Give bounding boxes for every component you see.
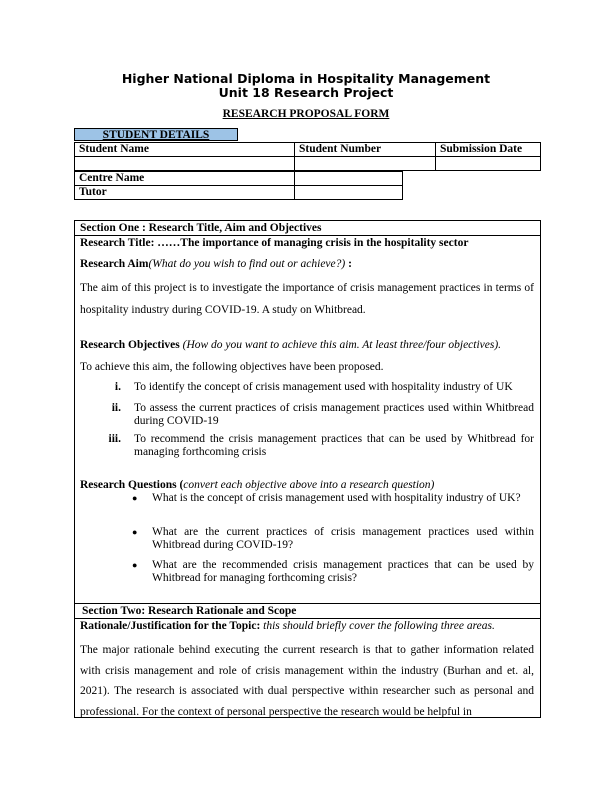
objective-number: iii. [108, 433, 121, 445]
research-title [80, 237, 534, 250]
tutor-field[interactable] [294, 185, 403, 200]
diploma-title: Higher National Diploma in Hospitality Management [121, 71, 491, 86]
student-number-field[interactable] [294, 156, 436, 171]
form-title: RESEARCH PROPOSAL FORM [222, 108, 390, 120]
student-number-label: Student Number [294, 142, 436, 157]
objective-item: To assess the current practices of crisis management practices used within Whitbread during COVID-19 [134, 402, 534, 427]
research-questions-heading: Research Questions (convert each objective above into a research question) [80, 479, 435, 491]
unit-title: Unit 18 Research Project [218, 85, 394, 100]
section-two-heading: Section Two: Research Rationale and Scope [82, 605, 297, 617]
objectives-intro: To achieve this aim, the following objectives have been proposed. [80, 361, 384, 373]
research-objectives-heading: Research Objectives (How do you want to achieve this aim. At least three/four objectives). [80, 339, 502, 351]
objective-number: ii. [111, 402, 121, 414]
research-aim-text: The aim of this project is to investigate the importance of crisis management practices in terms of hospitality industry during COVID-19. A study on Whitbread. [80, 282, 534, 316]
section-one [74, 220, 541, 604]
research-question: What is the concept of crisis management used with hospitality industry of UK? [152, 492, 521, 504]
objective-item: To identify the concept of crisis management used with hospitality industry of UK [134, 381, 513, 393]
bullet-icon: ● [132, 527, 138, 537]
rationale-heading: Rationale/Justification for the Topic: this should briefly cover the following three areas. [80, 620, 495, 632]
bullet-icon: ● [132, 493, 138, 503]
objective-number: i. [114, 381, 121, 393]
section-one-heading: Section One : Research Title, Aim and Objectives [80, 222, 322, 234]
student-details-heading: STUDENT DETAILS [74, 128, 238, 141]
research-title-label: Research Title: [80, 237, 155, 249]
bullet-icon: ● [132, 560, 138, 570]
objective-item: To recommend the crisis management practices that can be used by Whitbread for managing forthcoming crisis [134, 433, 534, 458]
student-name-label: Student Name [74, 142, 295, 157]
submission-date-label: Submission Date [435, 142, 541, 157]
research-title-value: ……The importance of managing crisis in the hospitality sector [157, 237, 469, 249]
research-question: What are the current practices of crisis management practices used within Whitbread during COVID-19? [152, 526, 534, 551]
rationale-text: The major rationale behind executing the current research is that to gather information related with crisis management and role of crisis management within the industry (Burhan and et. al, 2021). The research is associated with dual perspective within researcher such as personal and professional. For the context of personal perspective the research would be helpful in [80, 644, 534, 718]
student-name-field[interactable] [74, 156, 295, 171]
centre-name-field[interactable] [294, 171, 403, 186]
research-aim-heading: Research Aim(What do you wish to find out or achieve?) : [80, 258, 352, 270]
submission-date-field[interactable] [435, 156, 541, 171]
tutor-label: Tutor [74, 185, 295, 200]
centre-name-label: Centre Name [74, 171, 295, 186]
research-question: What are the recommended crisis management practices that can be used by Whitbread for managing forthcoming crisis? [152, 559, 534, 584]
section-two [74, 603, 541, 718]
